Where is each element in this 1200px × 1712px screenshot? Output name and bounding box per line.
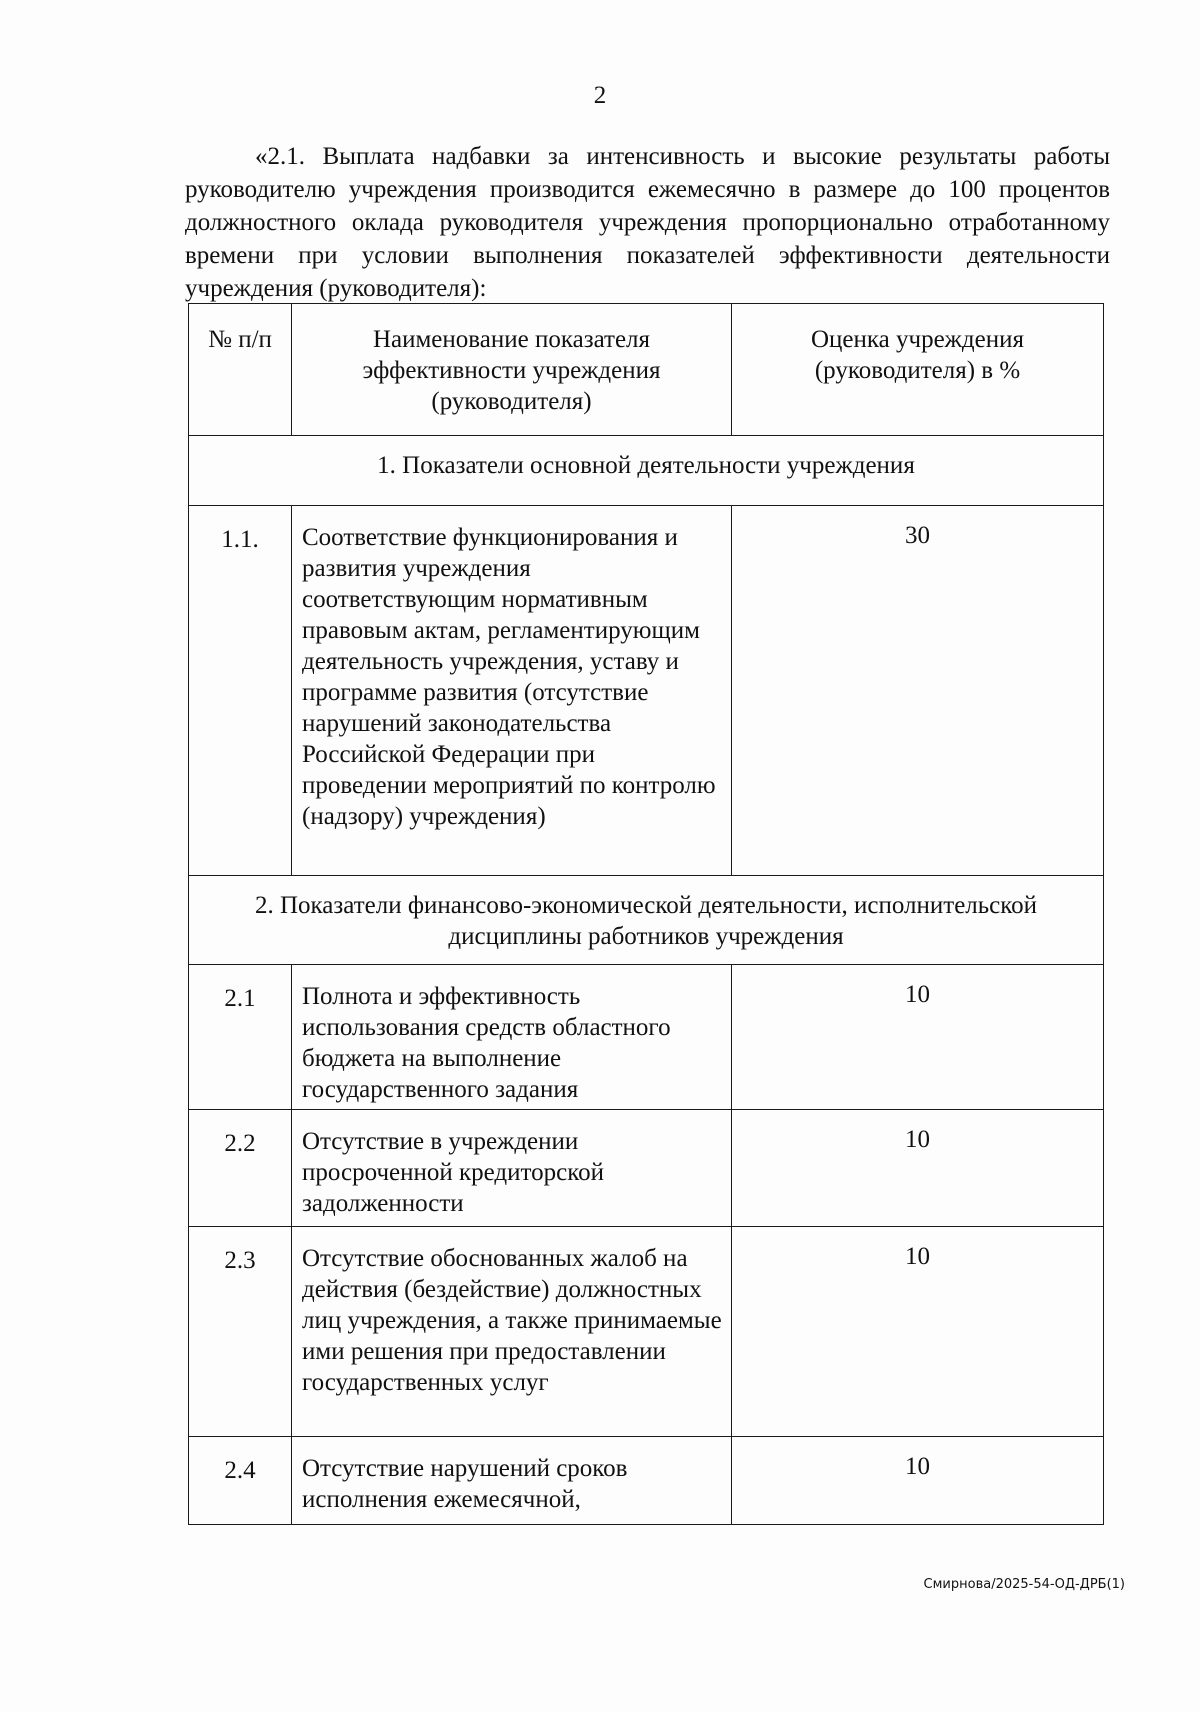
row-score: 30 bbox=[732, 506, 1104, 876]
indicators-table bbox=[188, 303, 1104, 1525]
row-score: 10 bbox=[732, 1227, 1104, 1437]
section-row bbox=[189, 436, 1104, 506]
table-row bbox=[189, 965, 1104, 1110]
row-number: 2.2 bbox=[189, 1110, 292, 1227]
document-code: Смирнова/2025-54-ОД-ДРБ(1) bbox=[923, 1577, 1125, 1592]
header-indicator-name: Наименование показателя эффективности учреждения (руководителя) bbox=[292, 304, 732, 436]
row-number: 1.1. bbox=[189, 506, 292, 876]
row-indicator-name: Отсутствие обоснованных жалоб на действия (бездействие) должностных лиц учреждения, а также принимаемые ими решения при предоставлении государственных услуг bbox=[292, 1227, 732, 1437]
page-number: 2 bbox=[593, 82, 607, 109]
row-indicator-name: Отсутствие нарушений сроков исполнения ежемесячной, bbox=[292, 1437, 732, 1525]
header-number: № п/п bbox=[189, 304, 292, 436]
row-number: 2.4 bbox=[189, 1437, 292, 1525]
section-title: 2. Показатели финансово-экономической деятельности, исполнительской дисциплины работников учреждения bbox=[189, 876, 1104, 965]
row-score: 10 bbox=[732, 1437, 1104, 1525]
row-number: 2.1 bbox=[189, 965, 292, 1110]
intro-paragraph: «2.1. Выплата надбавки за интенсивность и высокие результаты работы руководителю учреждения производится ежемесячно в размере до 100 процентов должностного оклада руководителя учреждения пропорционально отработанному времени при условии выполнения показателей эффективности деятельности учреждения (руководителя): bbox=[185, 143, 1110, 302]
row-indicator-name: Отсутствие в учреждении просроченной кредиторской задолженности bbox=[292, 1110, 732, 1227]
row-score: 10 bbox=[732, 1110, 1104, 1227]
table-row bbox=[189, 1227, 1104, 1437]
row-score: 10 bbox=[732, 965, 1104, 1110]
header-score: Оценка учреждения (руководителя) в % bbox=[732, 304, 1104, 436]
table-row bbox=[189, 1110, 1104, 1227]
table-row bbox=[189, 1437, 1104, 1525]
row-number: 2.3 bbox=[189, 1227, 292, 1437]
row-indicator-name: Соответствие функционирования и развития учреждения соответствующим нормативным правовым актам, регламентирующим деятельность учреждения, уставу и программе развития (отсутствие нарушений законодательства Российской Федерации при проведении мероприятий по контролю (надзору) учреждения) bbox=[292, 506, 732, 876]
table-row bbox=[189, 506, 1104, 876]
row-indicator-name: Полнота и эффективность использования средств областного бюджета на выполнение государственного задания bbox=[292, 965, 732, 1110]
section-title: 1. Показатели основной деятельности учреждения bbox=[189, 436, 1104, 506]
table-header-row bbox=[189, 304, 1104, 436]
section-row bbox=[189, 876, 1104, 965]
